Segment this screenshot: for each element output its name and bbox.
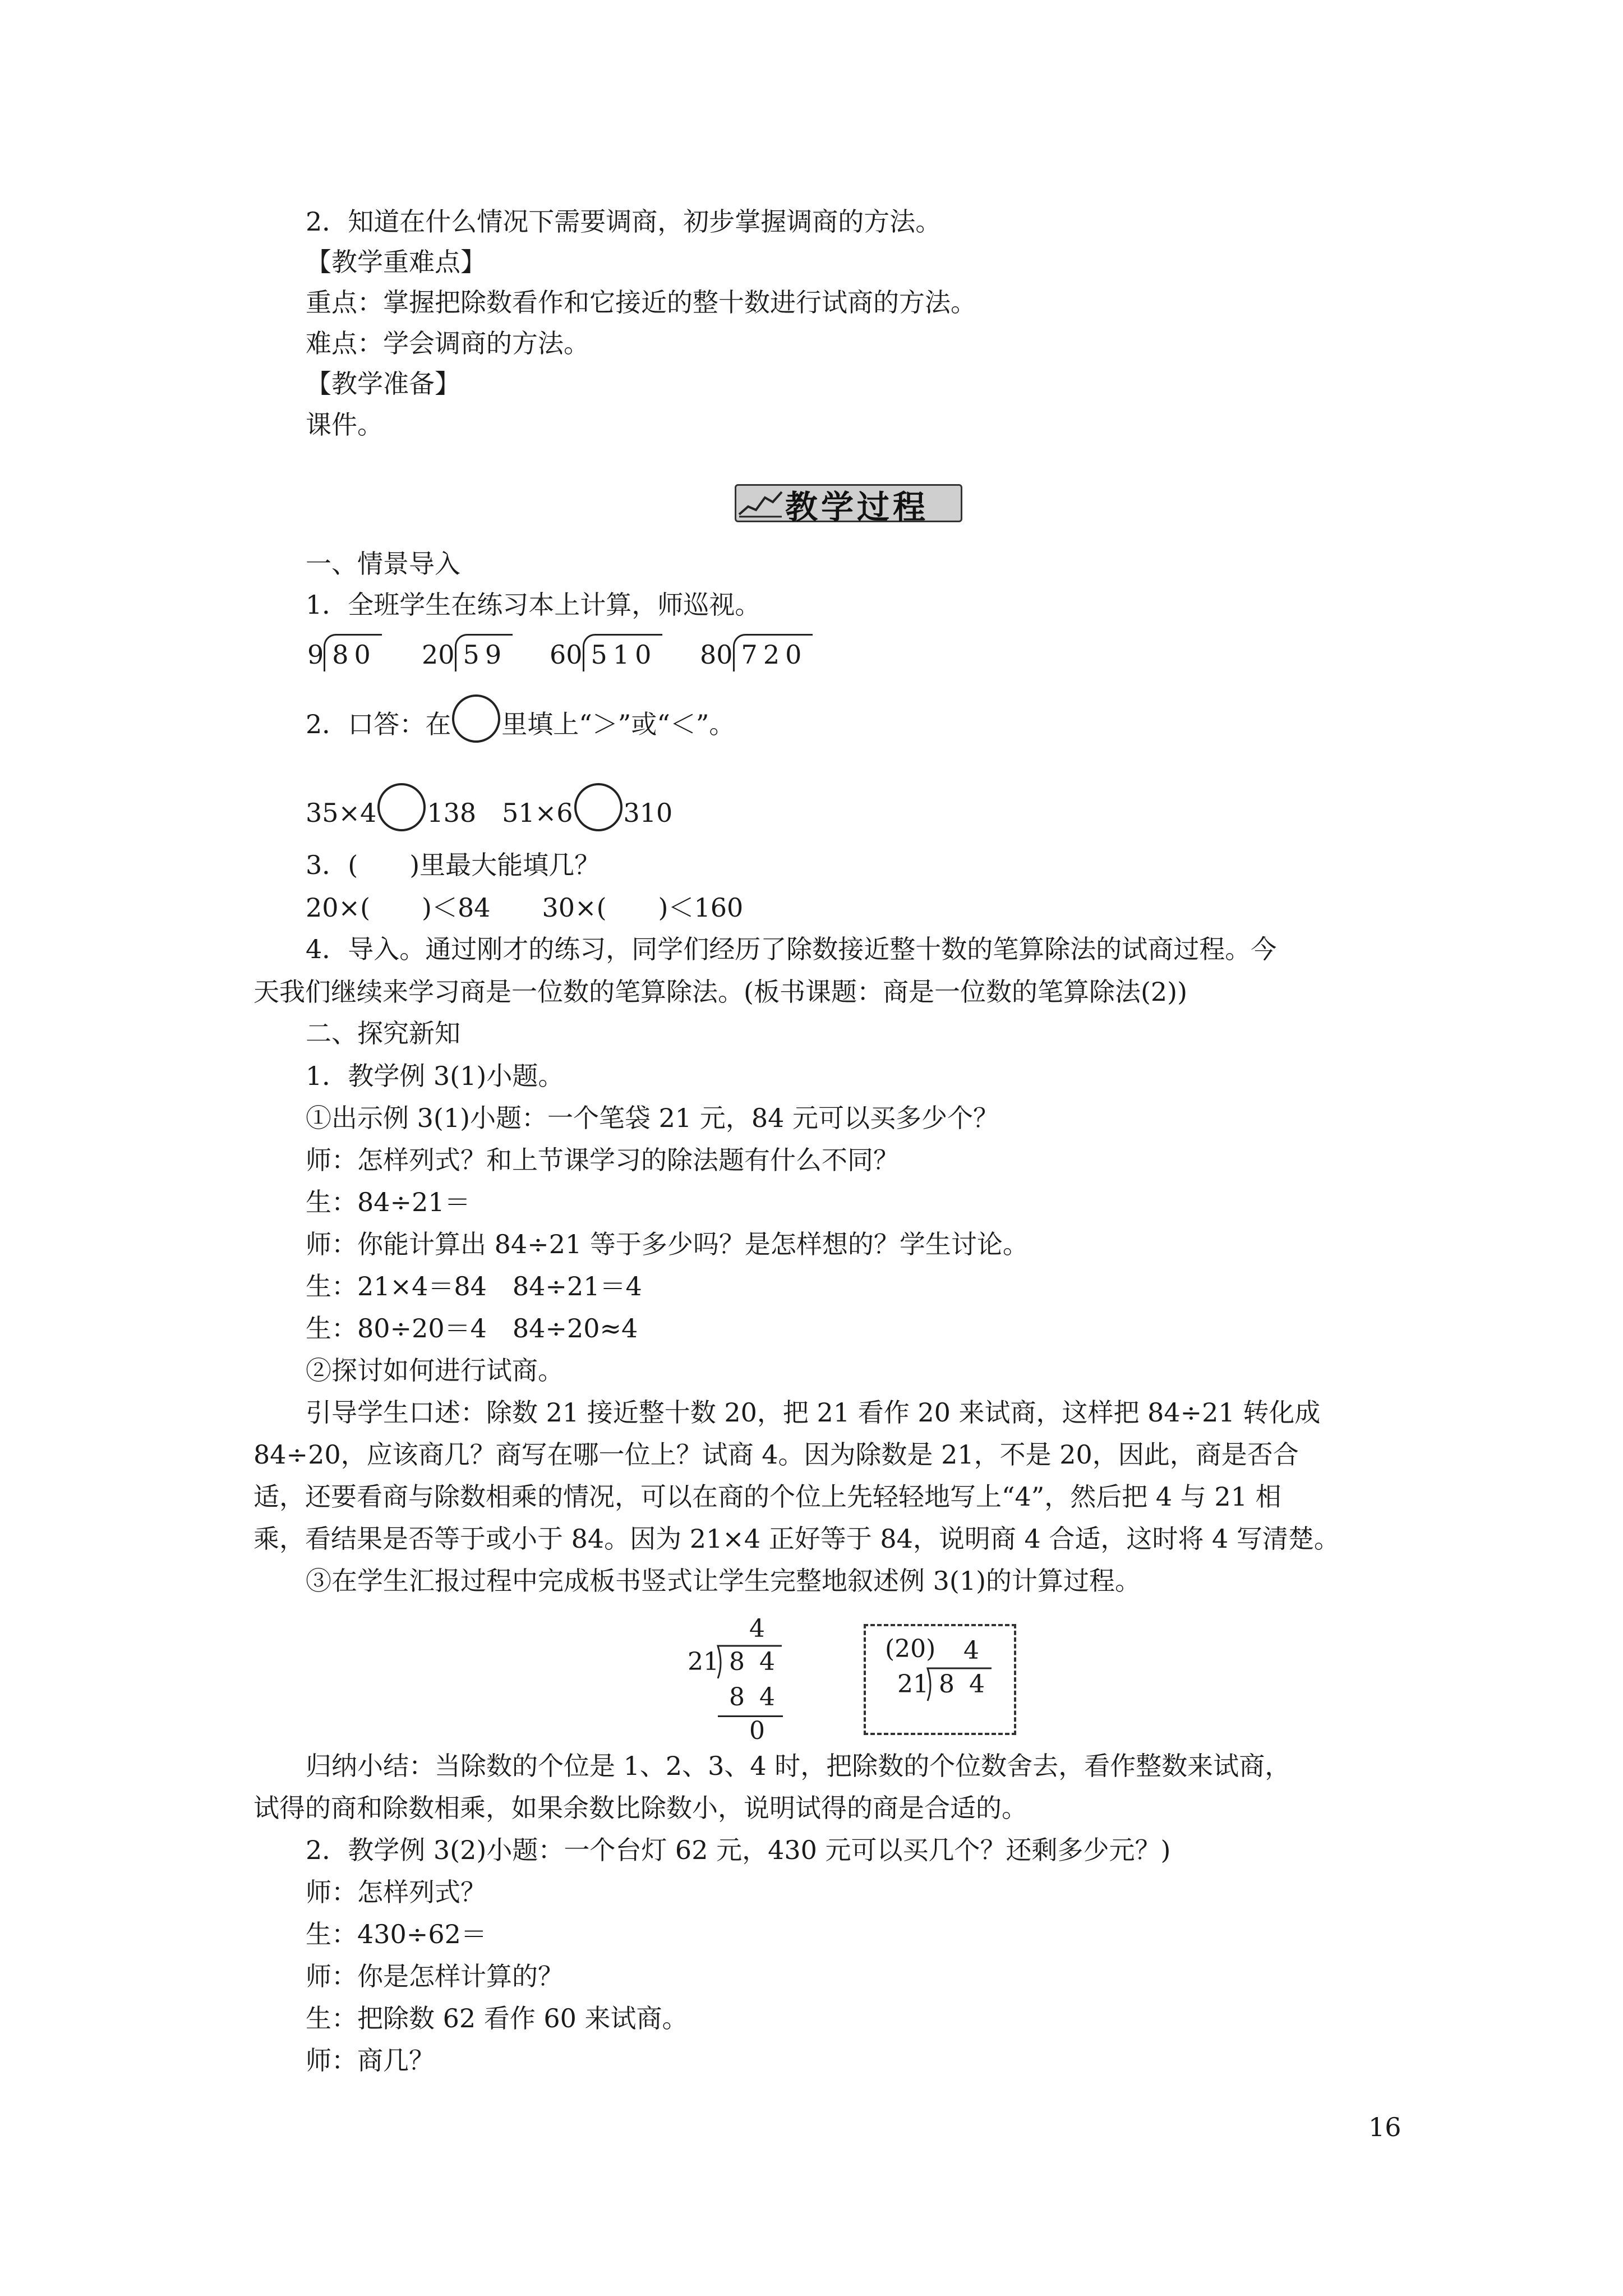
paragraph-line: 84÷20，应该商几？商写在哪一位上？试商 4。因为除数是 21，不是 20，因此，商是否合 [253,1439,1299,1470]
divisor: 60 [550,639,583,670]
compare1-left: 35×4 [306,798,377,828]
line-graph-icon [738,490,783,518]
paragraph-line: 适，还要看商与除数相乘的情况，可以在商的个位上先轻轻地写上“4”，然后把 4 与 21 相 [253,1481,1281,1512]
heading-preparation: 【教学准备】 [306,369,460,399]
section1-item4-line2: 天我们继续来学习商是一位数的笔算除法。(板书课题：商是一位数的笔算除法(2)) [253,977,1188,1007]
dividend: 59 [455,634,513,671]
compare2-left: 51×6 [502,798,573,828]
blank-circle [574,783,623,831]
example2-line: 生：把除数 62 看作 60 来试商。 [306,2003,688,2033]
dividend: 720 [733,634,813,671]
preparation-text: 课件。 [306,409,383,440]
section2-line: 生：84÷21＝ [306,1187,471,1217]
section2-line: 生：21×4＝84 84÷21＝4 [306,1271,642,1301]
item2-suffix: 里填上“＞”或“＜”。 [501,709,735,739]
example2-line: 生：430÷62＝ [306,1919,487,1949]
section2-line: 师：怎样列式？和上节课学习的除法题有什么不同？ [306,1145,899,1175]
example2-line: 2．教学例 3(2)小题：一个台灯 62 元，430 元可以买几个？还剩多少元？) [306,1835,1171,1865]
summary-line: 试得的商和除数相乘，如果余数比除数小，说明试得的商是合适的。 [253,1793,1027,1823]
section1-item3: 3．( )里最大能填几？ [306,850,601,880]
paragraph-line: 引导学生口述：除数 21 接近整十数 20，把 21 看作 20 来试商，这样把 84÷21 转化成 [306,1397,1321,1428]
divisor: 9 [307,639,324,670]
section2-line: 师：你能计算出 84÷21 等于多少吗？是怎样想的？学生讨论。 [306,1229,1029,1259]
trial-quotient: 4 [963,1636,979,1665]
long-division-dividend: 8 4 [729,1648,778,1676]
blank-circle [452,694,500,743]
paragraph-line: 乘，看结果是否等于或小于 84。因为 21×4 正好等于 84，说明商 4 合适，这时将 4 写清楚。 [253,1524,1340,1554]
heading-key-points: 【教学重难点】 [306,247,486,277]
page-number: 16 [1368,2112,1401,2142]
long-division-product: 8 4 [729,1683,778,1711]
section2-heading: 二、探究新知 [306,1018,460,1048]
section2-line: ①出示例 3(1)小题：一个笔袋 21 元，84 元可以买多少个？ [306,1103,999,1133]
trial-divisor-note: (20) [885,1635,936,1663]
banner-title: 教学过程 [785,488,929,526]
example2-line: 师：怎样列式？ [306,1877,486,1907]
example2-line: 师：商几？ [306,2045,435,2076]
division-2 [422,634,513,671]
compare1-right: 138 [427,798,477,828]
section1-item3-example: 20×( )＜84 30×( )＜160 [306,892,744,923]
division-1 [307,634,382,671]
objective-2: 2．知道在什么情况下需要调商，初步掌握调商的方法。 [306,206,942,237]
long-division-quotient: 4 [749,1614,765,1643]
key-point: 重点：掌握把除数看作和它接近的整十数进行试商的方法。 [306,287,976,318]
trial-dividend: 8 4 [939,1670,988,1699]
dividend: 80 [324,634,382,671]
long-division-remainder: 0 [749,1717,765,1745]
trial-divisor: 21 [897,1670,929,1699]
section1-item2 [306,702,735,751]
division-4 [700,634,813,671]
section2-line: 生：80÷20＝4 84÷20≈4 [306,1313,638,1343]
teaching-process-banner [735,474,965,528]
section1-heading: 一、情景导入 [306,549,460,579]
blank-circle [377,783,426,831]
dividend: 510 [583,634,663,671]
section1-item1: 1．全班学生在练习本上计算，师巡视。 [306,590,761,620]
difficult-point: 难点：学会调商的方法。 [306,328,589,358]
long-division-divisor: 21 [688,1648,719,1676]
divisor: 80 [700,639,733,670]
section2-line: ②探讨如何进行试商。 [306,1355,564,1386]
section2-line: 1．教学例 3(1)小题。 [306,1061,564,1091]
item2-prefix: 2．口答：在 [306,709,451,739]
example2-line: 师：你是怎样计算的？ [306,1961,564,1991]
divisor: 20 [422,639,455,670]
summary-line: 归纳小结：当除数的个位是 1、2、3、4 时，把除数的个位数舍去，看作整数来试商， [306,1751,1291,1781]
compare2-right: 310 [623,798,673,828]
compare-row [306,791,672,839]
division-3 [550,634,662,671]
section2-item3: ③在学生汇报过程中完成板书竖式让学生完整地叙述例 3(1)的计算过程。 [306,1566,1141,1596]
section1-item4-line1: 4．导入。通过刚才的练习，同学们经历了除数接近整十数的笔算除法的试商过程。今 [306,934,1277,964]
